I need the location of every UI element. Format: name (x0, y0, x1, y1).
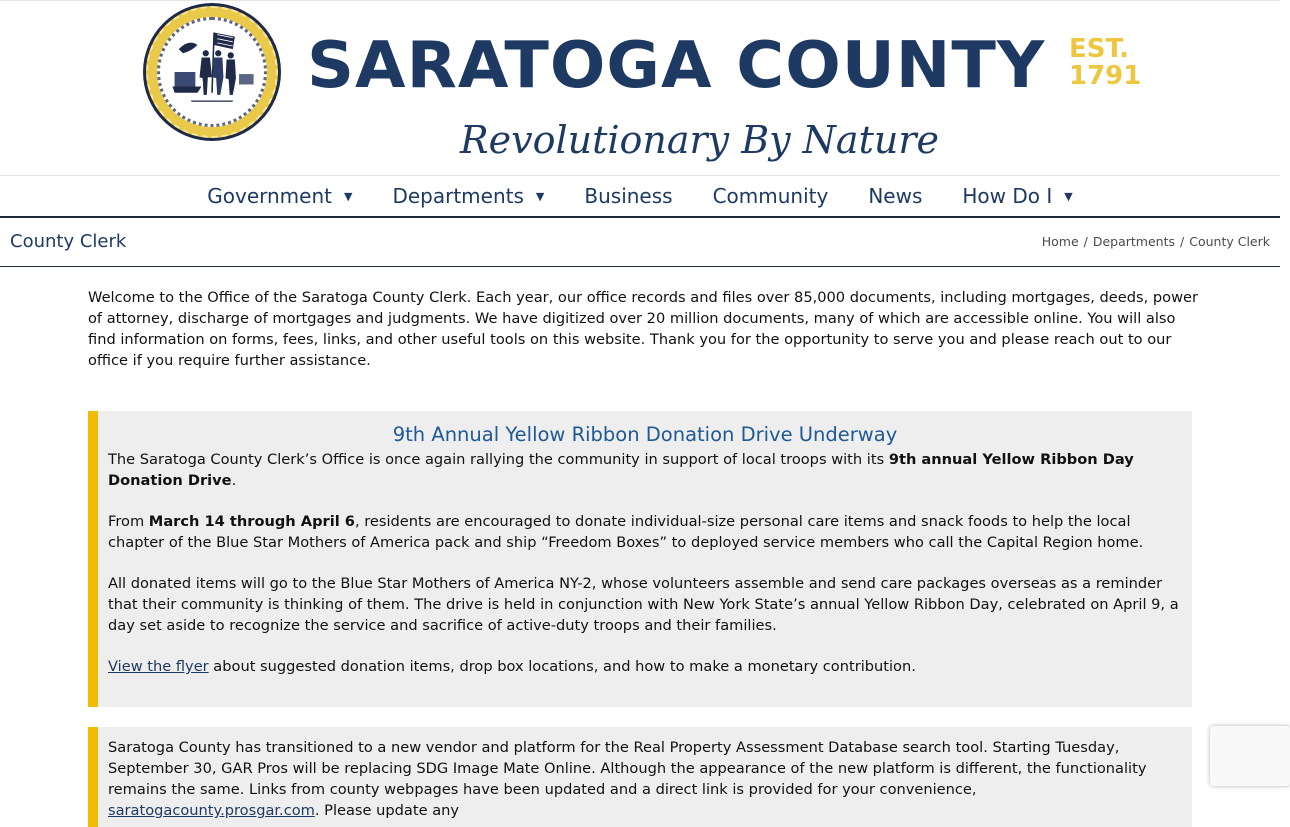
donation-drive-notice (88, 411, 1192, 707)
notice-paragraph (108, 511, 1182, 553)
nav-item-how-do-i[interactable] (942, 176, 1092, 216)
nav-item-business[interactable] (564, 176, 692, 216)
breadcrumb-separator: / (1083, 234, 1088, 249)
breadcrumb-current: County Clerk (1189, 234, 1270, 249)
nav-label: Community (712, 184, 829, 208)
nav-item-news[interactable] (848, 176, 942, 216)
caret-down-icon: ▼ (535, 189, 545, 203)
breadcrumb-home[interactable]: Home (1041, 234, 1079, 249)
text: about suggested donation items, drop box locations, and how to make a monetary contribution. (208, 658, 916, 675)
nav-item-government[interactable] (187, 176, 372, 216)
prosgar-link[interactable]: saratogacounty.prosgar.com (108, 802, 315, 819)
main-nav (0, 175, 1280, 218)
nav-label: How Do I (962, 184, 1053, 208)
page-title-bar (0, 218, 1280, 267)
caret-down-icon: ▼ (1064, 189, 1073, 203)
breadcrumb (1042, 234, 1270, 249)
notice-paragraph (108, 737, 1182, 821)
bold-text: March 14 through April 6 (148, 513, 355, 530)
notice-paragraph (108, 656, 1182, 677)
established-badge (1069, 36, 1141, 90)
county-seal-icon[interactable] (143, 3, 281, 141)
county-name: SARATOGA COUNTY (307, 29, 1046, 103)
bold-text: 9th annual Yellow Ribbon Day Donation Drive (108, 451, 1134, 489)
nav-item-community[interactable] (693, 176, 849, 216)
intro-paragraph: Welcome to the Office of the Saratoga County Clerk. Each year, our office records and files over 85,000 documents, including mortgages, deeds, power of attorney, discharge of mortgages and judgments. We have digitized over 20 million documents, many of which are accessible online. You will also find information on forms, fees, links, and other useful tools on this website. Thank you for the opportunity to serve you and please reach out to our office if you require further assistance. (88, 289, 1199, 369)
notice-title: 9th Annual Yellow Ribbon Donation Drive Underway (392, 423, 898, 446)
caret-down-icon: ▼ (343, 189, 353, 203)
text: , residents are encouraged to donate individual-size personal care items and snack foods to help the local chapter of the Blue Star Mothers of America pack and ship “Freedom Boxes” to deployed service members who call the Capital Region home. (108, 513, 1144, 551)
notice-paragraph (108, 449, 1182, 491)
nav-label: News (868, 184, 923, 208)
nav-item-departments[interactable] (372, 176, 564, 216)
breadcrumb-separator: / (1180, 234, 1185, 249)
recaptcha-badge[interactable] (1210, 726, 1290, 786)
text: . Please update any (314, 802, 460, 819)
view-flyer-link[interactable]: View the flyer (108, 658, 209, 675)
text: Saratoga County has transitioned to a new vendor and platform for the Real Property Assessment Database search tool. Starting Tuesday, September 30, GAR Pros will be replacing SDG Image Mate Online. Although the appearance of the new platform is different, the functionality remains the same. Links from county webpages have been updated and a direct link is provided for your convenience, (108, 739, 1147, 798)
seal-illustration-icon (160, 20, 264, 124)
nav-label: Departments (392, 184, 524, 208)
est-label: EST. (1069, 34, 1130, 64)
text: From (108, 513, 149, 530)
nav-label: Government (207, 184, 332, 208)
seal-ring (146, 6, 278, 138)
seal-inner (157, 17, 267, 127)
breadcrumb-departments[interactable]: Departments (1092, 234, 1176, 249)
text: . (231, 472, 237, 489)
tagline: Revolutionary By Nature (460, 118, 939, 162)
text: The Saratoga County Clerk’s Office is once again rallying the community in support of local troops with its (108, 451, 889, 468)
page-title: County Clerk (10, 231, 127, 252)
est-year: 1791 (1069, 61, 1142, 91)
site-header (0, 0, 1280, 176)
notice-paragraph: All donated items will go to the Blue Star Mothers of America NY-2, whose volunteers assemble and send care packages overseas as a reminder that their community is thinking of them. The drive is held in conjunction with New York State’s annual Yellow Ribbon Day, celebrated on April 9, a day set aside to recognize the service and sacrifice of active-duty troops and their families. (108, 575, 1179, 634)
property-database-notice (88, 727, 1192, 827)
nav-label: Business (584, 184, 673, 208)
